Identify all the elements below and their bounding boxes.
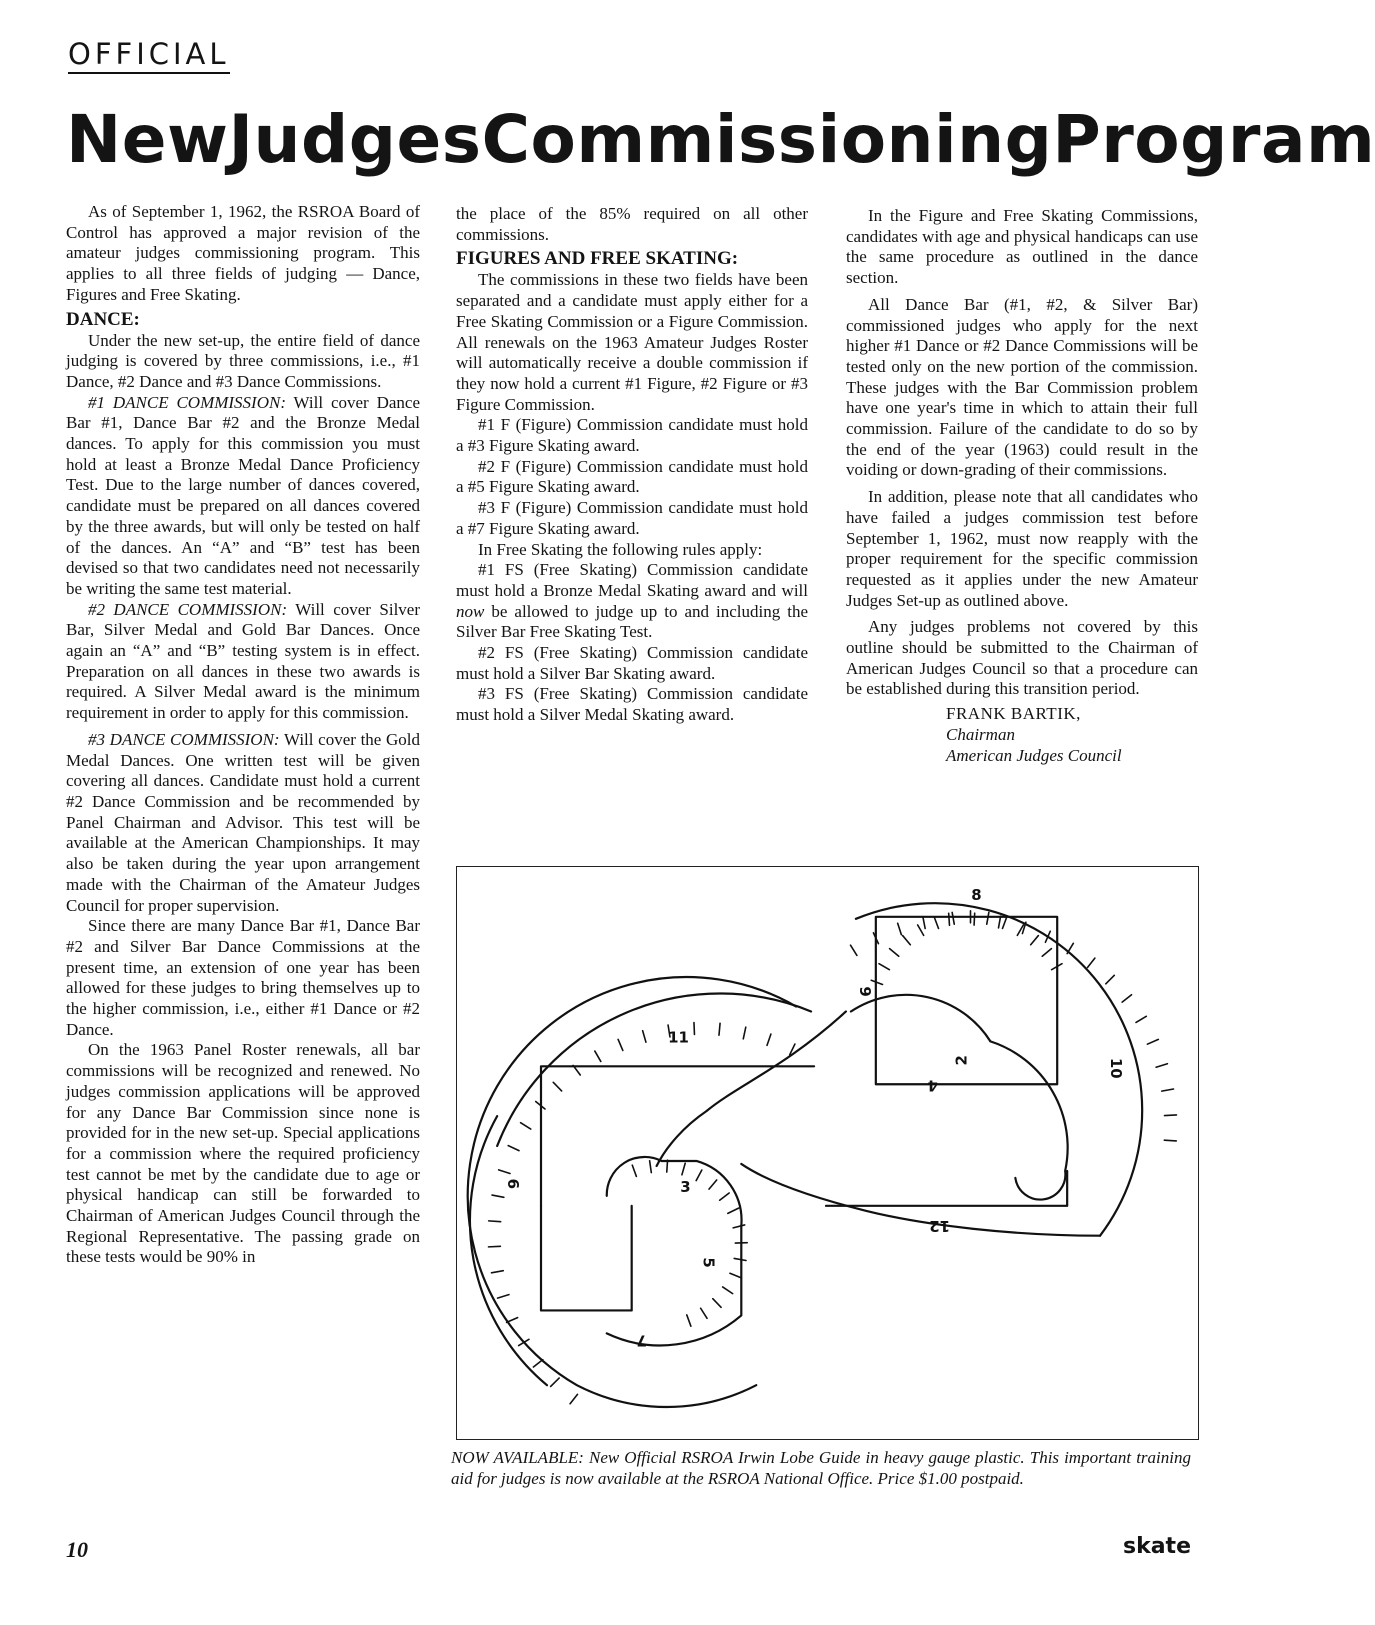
roster-paragraph-continued: the place of the 85% required on all other commissions.: [456, 204, 808, 244]
headline-word: Commissioning: [481, 101, 1053, 178]
headline-word: New: [66, 101, 229, 178]
headline-word: Judges: [228, 101, 482, 178]
dance-commission-3-paragraph: [66, 730, 420, 916]
intro-paragraph: As of September 1, 1962, the RSROA Board of Control has approved a major revision of the amateur judges commissioning program. This applies to all three fields of judging — Dance, Figures and Free Skating.: [66, 202, 420, 304]
dance-commission-2-paragraph: [66, 600, 420, 724]
dance-commission-3-label: #3 DANCE COMMISSION:: [88, 729, 280, 749]
headline-word: Program: [1052, 101, 1375, 178]
dance-intro-paragraph: Under the new set-up, the entire field of dance judging is covered by three commissions, i.e., #1 Dance, #2 Dance and #3 Dance Commissions.: [66, 330, 420, 391]
dance-commission-3-text: Will cover the Gold Medal Dances. One written test will be given covering all dances. Candidate must hold a current #2 Dance Commission and be recommended by Panel Chairman and Advisor. This test will be available at the American Championships. It may also be taken during the year upon arrangement made with the Chairman of the Amateur Judges Council for proper supervision.: [66, 729, 420, 915]
extension-paragraph: Since there are many Dance Bar #1, Dance Bar #2 and Silver Bar Dance Commissions at the present time, an extension of one year has been allowed for these judges to bring themselves up to the higher commission, i.e., either #1 Dance or #2 Dance.: [66, 916, 420, 1039]
free-skating-3-paragraph: #3 FS (Free Skating) Commission candidate must hold a Silver Medal Skating award.: [456, 684, 808, 725]
figure-commission-2-paragraph: #2 F (Figure) Commission candidate must hold a #5 Figure Skating award.: [456, 456, 808, 497]
section-label: OFFICIAL: [68, 38, 230, 74]
dance-commission-1-label: #1 DANCE COMMISSION:: [88, 392, 286, 412]
col3-paragraph-3: In addition, please note that all candidates who have failed a judges commission test before September 1, 1962, must now reapply with the proper requirement for the specific commission requested as it applies under the new Amateur Judges Set-up as outlined above.: [846, 487, 1198, 610]
col3-paragraph-1: In the Figure and Free Skating Commissions, candidates with age and physical handicaps can use the same procedure as outlined in the dance section.: [846, 206, 1198, 288]
signature-org: American Judges Council: [946, 745, 1122, 765]
headline: [66, 100, 1375, 180]
lobe-label-9: 9: [855, 986, 874, 997]
dance-commission-1-text: Will cover Dance Bar #1, Dance Bar #2 and the Bronze Medal dances. To apply for this commission you must hold at least a Bronze Medal Dance Proficiency Test. Due to the large number of dances covered, candidate must be prepared on all dances covered by the three awards, but will only be tested on half of the dances. An “A” and “B” test has been devised so that two candidates need not necessarily be writing the same test material.: [66, 392, 420, 598]
lobe-guide-drawing: [457, 867, 1198, 1439]
dance-commission-2-text: Will cover Silver Bar, Silver Medal and Gold Bar Dances. Once again an “A” and “B” testing system is in effect. Preparation on all dances in these two awards is required. A Silver Medal award is the minimum requirement in order to apply for this commission.: [66, 599, 420, 723]
upper-inner-curl: [990, 1041, 1067, 1199]
free-skating-1-text: #1 FS (Free Skating) Commission candidate must hold a Bronze Medal Skating award and will: [456, 560, 808, 600]
page-number: 10: [66, 1537, 88, 1562]
free-skating-rules-paragraph: In Free Skating the following rules apply:: [478, 539, 763, 559]
upper-lobe-arc-inner: [851, 995, 991, 1042]
lower-inner-curl: [607, 1157, 742, 1345]
lobe-label-10: 10: [1107, 1057, 1126, 1079]
free-skating-1-text-end: be allowed to judge up to and including the Silver Bar Free Skating Test.: [456, 601, 808, 642]
dance-commission-1-paragraph: [66, 393, 420, 600]
long-rectangle-right: [826, 1171, 1067, 1206]
article-column-2: [456, 204, 808, 726]
col3-paragraph-4: Any judges problems not covered by this outline should be submitted to the Chairman of American Judges Council so that a procedure can be established during this transition period.: [846, 617, 1198, 699]
figure-caption: NOW AVAILABLE: New Official RSROA Irwin Lobe Guide in heavy gauge plastic. This important training aid for judges is now available at the RSROA National Office. Price $1.00 postpaid.: [451, 1448, 1191, 1488]
lower-lobe-arc-2: [470, 1116, 547, 1385]
lobe-label-4: 4: [927, 1076, 938, 1095]
figure-commission-3-paragraph: #3 F (Figure) Commission candidate must hold a #7 Figure Skating award.: [456, 498, 808, 538]
dance-commission-2-label: #2 DANCE COMMISSION:: [88, 599, 288, 619]
free-skating-2-paragraph: #2 FS (Free Skating) Commission candidate must hold a Silver Bar Skating award.: [456, 643, 808, 683]
signature-name: FRANK BARTIK,: [946, 704, 1081, 724]
lobe-label-11: 11: [668, 1028, 689, 1047]
lobe-guide-figure: [456, 866, 1199, 1440]
signature-title: Chairman: [946, 724, 1015, 744]
article-column-1: [66, 202, 420, 1268]
left-big-arc: [497, 994, 811, 1147]
free-skating-1-emphasis: now: [456, 601, 485, 621]
lobe-label-8: 8: [971, 885, 982, 904]
roster-paragraph: On the 1963 Panel Roster renewals, all bar commissions will be recognized and renewed. No judges commission applications will be approved for any Dance Bar Commission since none is provided for in the new set-up. Special applications for a commission where the required proficiency test cannot be met by the candidate due to age or physical handicap can still be forwarded to Chairman of American Judges Council through the Regional Representative. The passing grade on these tests would be 90% in: [66, 1040, 420, 1267]
figures-intro-paragraph: The commissions in these two fields have been separated and a candidate must apply either for a Free Skating Commission or a Figure Commission. All renewals on the 1963 Amateur Judges Roster will automatically receive a double commission if they now hold a current #1 Figure, #2 Figure or #3 Figure Commission.: [456, 270, 808, 414]
upper-lobe-arc: [856, 903, 1142, 1236]
lobe-label-3: 3: [680, 1177, 691, 1196]
magazine-name: skate: [1122, 1534, 1191, 1559]
figures-heading: FIGURES AND FREE SKATING:: [456, 248, 739, 270]
lobe-label-6: 6: [504, 1178, 523, 1190]
figure-commission-1-paragraph: #1 F (Figure) Commission candidate must hold a #3 Figure Skating award.: [456, 415, 808, 456]
dance-heading: DANCE:: [66, 308, 140, 330]
lobe-label-5: 5: [699, 1257, 718, 1268]
col3-paragraph-2: All Dance Bar (#1, #2, & Silver Bar) commissioned judges who apply for the next higher #1 Dance or #2 Dance Commissions will be tested only on the new portion of the commission. These judges with the Bar Commission problem have one year's time in which to attain their full commission. Failure of the candidate to do so by the end of the year (1963) could result in the voiding or down-grading of their commissions.: [846, 294, 1198, 480]
article-column-3: [846, 206, 1198, 766]
lobe-label-2: 2: [952, 1055, 971, 1066]
signature-block: [846, 704, 1198, 766]
lobe-label-12: 12: [929, 1216, 951, 1235]
free-skating-1-paragraph: [456, 560, 808, 643]
lobe-label-7: 7: [636, 1331, 647, 1350]
